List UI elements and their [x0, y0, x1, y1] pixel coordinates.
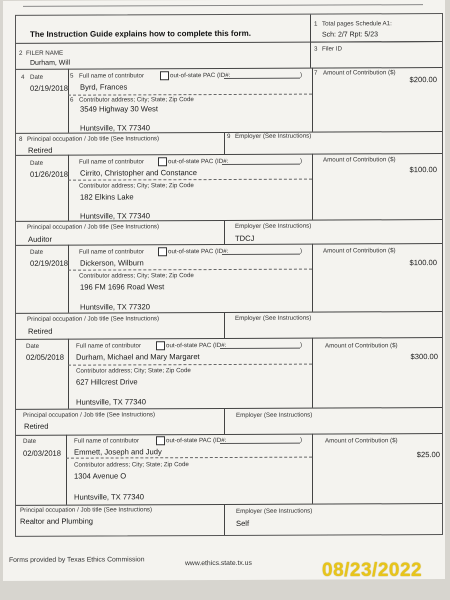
entry2-name-label: Full name of contributor: [79, 158, 144, 166]
entry4-pac-close: ): [300, 341, 303, 349]
entry3-address-label: Contributor address; City; State; Zip Code: [79, 272, 194, 280]
entry2-occupation: Auditor: [28, 234, 53, 244]
entry5-amount-label: Amount of Contribution ($): [325, 437, 398, 445]
entry3-name-label: Full name of contributor: [79, 248, 144, 256]
entry1-pac-checkbox[interactable]: [160, 71, 169, 80]
entry1-num8: 8: [19, 135, 23, 143]
page-top-edge: [23, 0, 423, 7]
entry4-employer-label: Employer (See Instructions): [236, 411, 313, 419]
entry4-address-label: Contributor address; City; State; Zip Code: [76, 367, 191, 375]
entry2-address1: 182 Elkins Lake: [80, 192, 134, 202]
entry5-amount: $25.00: [416, 450, 440, 460]
entry3-occupation: Retired: [28, 326, 53, 336]
entry1-num5: 5: [70, 72, 74, 80]
entry2-pac-label: out-of-state PAC (ID#:: [168, 157, 229, 166]
entry1-num7: 7: [314, 69, 318, 77]
entry1-address-label: Contributor address; City; State; Zip Code: [79, 96, 194, 104]
filer-name-value: Durham, Will: [30, 59, 71, 67]
entry5-employer-label: Employer (See Instructions): [236, 507, 313, 515]
entry4-pac-label: out-of-state PAC (ID#:: [166, 341, 227, 350]
entry4-address1: 627 Hillcrest Drive: [76, 377, 138, 387]
filer-name-label: FILER NAME: [26, 49, 64, 57]
entry1-pac-label: out-of-state PAC (ID#:: [170, 71, 231, 80]
entry4-date-label: Date: [26, 342, 40, 350]
entry5-contributor-name: Emmett, Joseph and Judy: [74, 447, 162, 457]
entry3-employer-label: Employer (See Instructions): [235, 314, 312, 322]
box3-number: 3: [314, 45, 318, 53]
entry5-address1: 1304 Avenue O: [74, 471, 127, 481]
entry1-contributor-name: Byrd, Frances: [80, 82, 128, 92]
date-stamp: 08/23/2022: [322, 560, 423, 581]
entry4-pac-checkbox[interactable]: [156, 341, 165, 350]
entry3-pac-label: out-of-state PAC (ID#:: [168, 247, 229, 256]
entry1-occupation-label: Principal occupation / Job title (See Instructions): [27, 135, 160, 143]
entry1-employer-label: Employer (See Instructions): [235, 132, 312, 140]
entry5-pac-checkbox[interactable]: [156, 436, 165, 445]
entry3-contributor-name: Dickerson, Wilburn: [80, 258, 144, 268]
entry3-address1: 196 FM 1696 Road West: [80, 282, 165, 292]
entry5-date-label: Date: [23, 437, 37, 445]
entry4-date: 02/05/2018: [26, 352, 65, 362]
entry1-occupation: Retired: [28, 145, 53, 155]
footer-provider: Forms provided by Texas Ethics Commission: [9, 556, 145, 564]
entry2-date: 01/26/2018: [30, 169, 69, 179]
entry4-occupation-label: Principal occupation / Job title (See Instructions): [23, 411, 156, 419]
entry5-pac-label: out-of-state PAC (ID#:: [166, 436, 227, 445]
entry2-occupation-label: Principal occupation / Job title (See Instructions): [27, 223, 160, 231]
box2-number: 2: [19, 49, 23, 57]
entry3-pac-close: ): [300, 247, 303, 255]
entry2-employer-label: Employer (See Instructions): [235, 222, 312, 230]
entry4-address2: Huntsville, TX 77340: [76, 397, 146, 407]
entry5-pac-close: ): [300, 436, 303, 444]
entry4-amount-label: Amount of Contribution ($): [325, 342, 398, 350]
instruction-text: The Instruction Guide explains how to complete this form.: [30, 28, 251, 39]
entry5-occupation-label: Principal occupation / Job title (See Instructions): [20, 506, 153, 514]
entry1-num6: 6: [70, 96, 74, 104]
total-pages-value: Sch: 2/7 Rpt: 5/23: [322, 31, 379, 39]
entry1-address2: Huntsville, TX 77340: [80, 123, 150, 133]
entry1-date: 02/19/2018: [30, 83, 69, 93]
entry3-date-label: Date: [30, 248, 44, 256]
entry5-date: 02/03/2018: [23, 448, 62, 458]
entry1-pac-close: ): [300, 71, 303, 79]
entry3-amount-label: Amount of Contribution ($): [323, 247, 396, 255]
entry1-amount-label: Amount of Contribution ($): [323, 69, 396, 77]
entry3-amount: $100.00: [409, 258, 437, 268]
entry4-name-label: Full name of contributor: [76, 342, 141, 350]
entry3-occupation-label: Principal occupation / Job title (See Instructions): [27, 315, 160, 323]
entry2-amount: $100.00: [409, 165, 437, 175]
entry5-occupation: Realtor and Plumbing: [20, 516, 94, 526]
schedule-a1-form: [15, 13, 443, 537]
entry1-address1: 3549 Highway 30 West: [80, 104, 158, 114]
entry1-num9: 9: [227, 132, 231, 140]
entry4-contributor-name: Durham, Michael and Mary Margaret: [76, 352, 200, 362]
entry3-address2: Huntsville, TX 77320: [80, 302, 150, 312]
total-pages-label: Total pages Schedule A1:: [322, 20, 392, 28]
form-page: [3, 0, 445, 581]
entry2-pac-close: ): [300, 157, 303, 165]
entry2-employer: TDCJ: [235, 233, 255, 243]
entry4-amount: $300.00: [410, 352, 438, 362]
entry2-date-label: Date: [30, 159, 44, 167]
entry5-name-label: Full name of contributor: [74, 437, 139, 445]
entry2-amount-label: Amount of Contribution ($): [323, 156, 396, 164]
entry3-pac-checkbox[interactable]: [158, 247, 167, 256]
entry2-pac-checkbox[interactable]: [158, 157, 167, 166]
entry2-contributor-name: Cirrito, Christopher and Constance: [80, 168, 197, 178]
entry5-address2: Huntsville, TX 77340: [74, 492, 144, 502]
entry2-address2: Huntsville, TX 77340: [80, 211, 150, 221]
entry1-num4: 4: [21, 73, 25, 81]
entry1-date-label: Date: [30, 73, 44, 81]
entry1-amount: $200.00: [409, 75, 437, 85]
filer-id-label: Filer ID: [322, 45, 342, 53]
entry3-date: 02/19/2018: [30, 258, 69, 268]
entry5-address-label: Contributor address; City; State; Zip Code: [74, 461, 189, 469]
footer-url[interactable]: www.ethics.state.tx.us: [185, 559, 252, 568]
entry1-name-label: Full name of contributor: [79, 72, 144, 80]
entry4-occupation: Retired: [24, 421, 49, 431]
entry2-address-label: Contributor address; City; State; Zip Code: [79, 182, 194, 190]
box1-number: 1: [314, 20, 318, 28]
entry5-employer: Self: [236, 518, 250, 528]
